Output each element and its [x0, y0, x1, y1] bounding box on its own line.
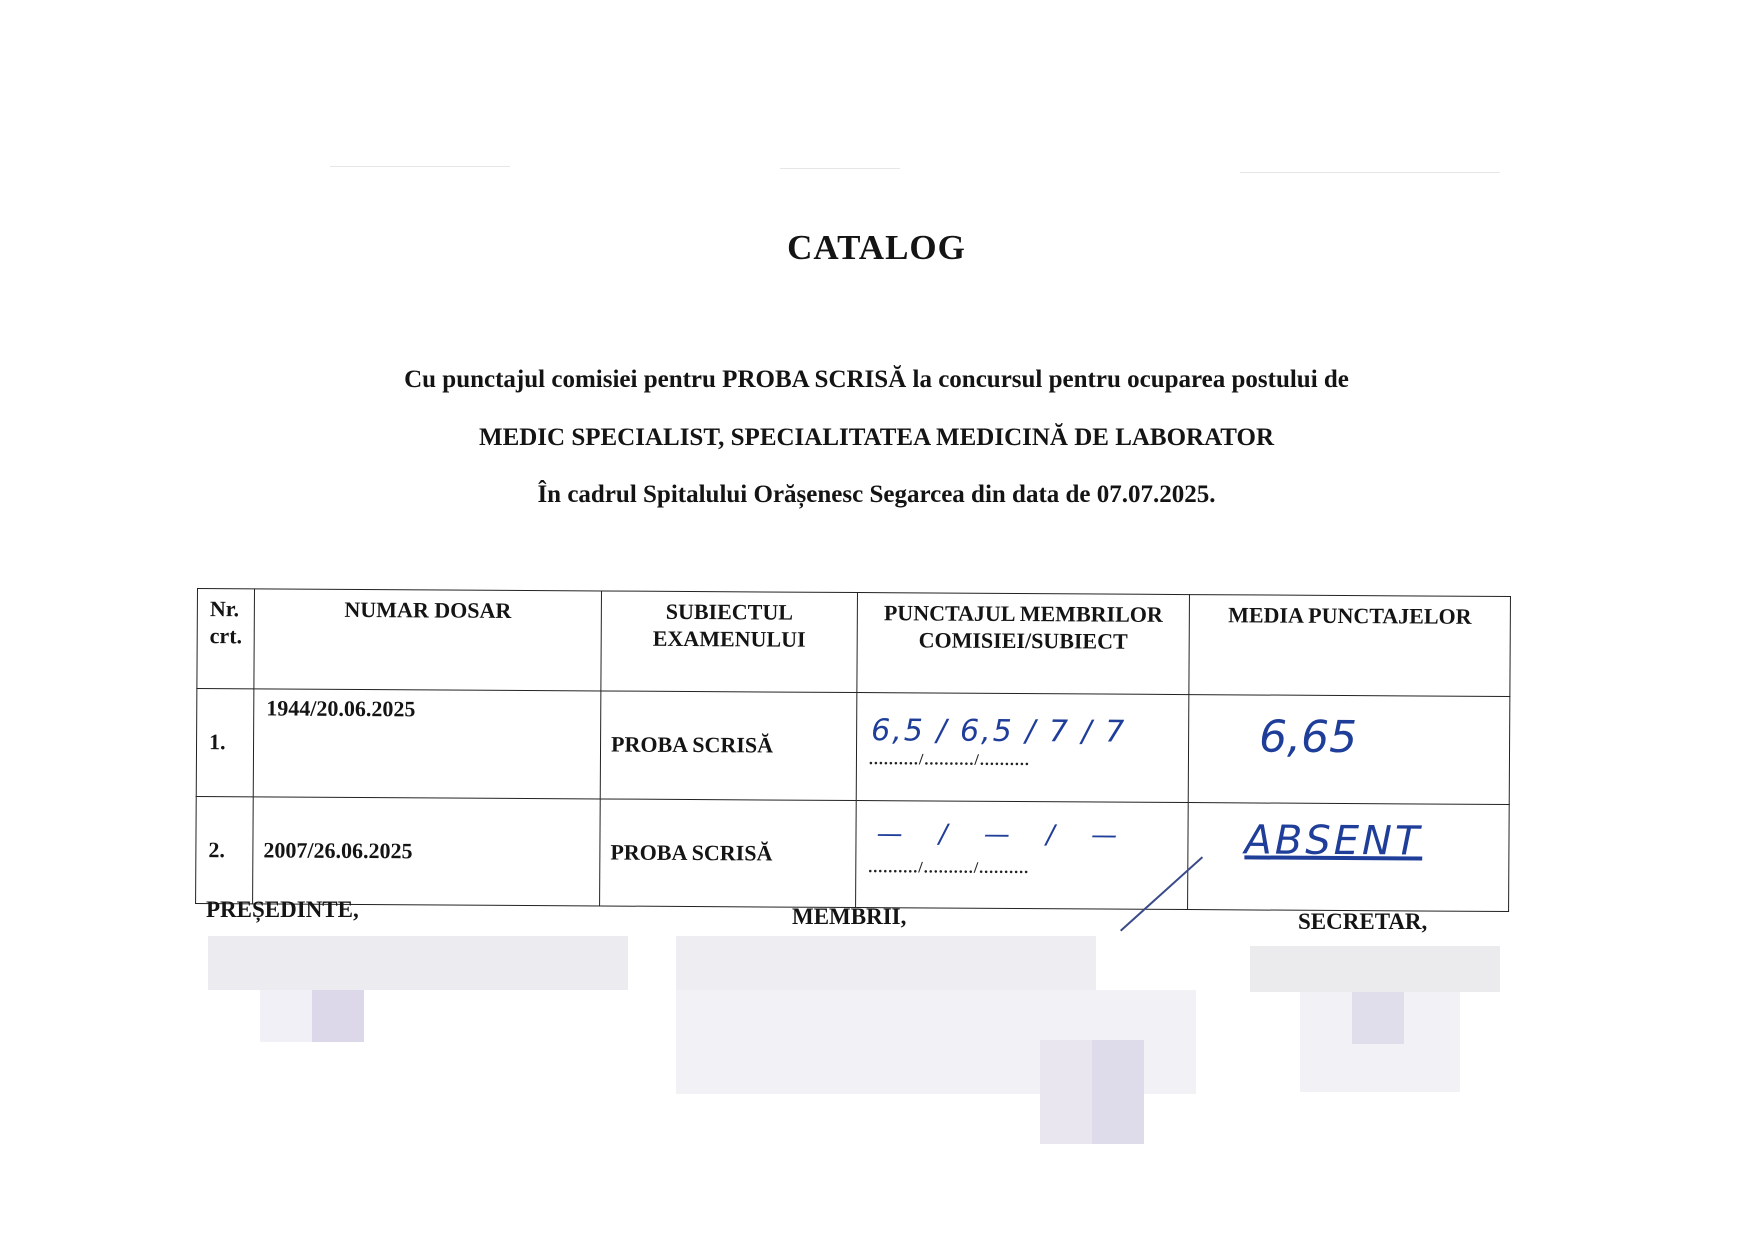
- signature-membrii-label: MEMBRII,: [792, 904, 907, 929]
- scan-artifact: [330, 166, 510, 167]
- header-subiectul-examenului: SUBIECTUL EXAMENULUI: [601, 591, 858, 693]
- handwritten-absent: ABSENT: [1244, 816, 1423, 864]
- row-subiect: PROBA SCRISĂ: [600, 691, 857, 800]
- header-media-punctajelor: MEDIA PUNCTAJELOR: [1189, 595, 1511, 697]
- table-row: [196, 796, 1510, 912]
- handwritten-average: 6,65: [1258, 711, 1358, 764]
- row-numar-dosar: 1944/20.06.2025: [253, 689, 601, 799]
- handwritten-dashes: — / — / —: [876, 818, 1132, 851]
- signature-secretar-label: SECRETAR,: [1298, 909, 1428, 934]
- row-subiect: PROBA SCRISĂ: [600, 798, 857, 907]
- row-media-cell: [1188, 802, 1510, 911]
- document-subtitle-line-2: MEDIC SPECIALIST, SPECIALITATEA MEDICINĂ DE LABORATOR: [478, 424, 1275, 451]
- row-punctaj-cell: [856, 693, 1189, 803]
- scan-artifact: [780, 168, 900, 169]
- header-nr-crt: Nr. crt.: [197, 589, 255, 689]
- row-punctaj-cell: [856, 800, 1189, 910]
- header-punctajul-membrilor: PUNCTAJUL MEMBRILOR COMISIEI/SUBIECT: [857, 593, 1190, 695]
- row-number: 2.: [196, 796, 254, 904]
- signature-presedinte-label: PREȘEDINTE,: [206, 897, 359, 922]
- row-numar-dosar: 2007/26.06.2025: [253, 796, 601, 906]
- header-numar-dosar: NUMAR DOSAR: [254, 589, 602, 691]
- results-table: [195, 588, 1510, 912]
- scan-artifact: [1240, 172, 1500, 173]
- dotted-lines: ........../........../..........: [868, 751, 1030, 770]
- table-row: [196, 689, 1510, 805]
- handwritten-scores: 6,5 / 6,5 / 7 / 7: [871, 713, 1127, 750]
- document-title: CATALOG: [787, 228, 966, 267]
- row-number: 1.: [196, 689, 254, 797]
- row-media-cell: [1188, 695, 1510, 804]
- dotted-lines: ........../........../..........: [868, 858, 1030, 877]
- document-subtitle-line-3: În cadrul Spitalului Orășenesc Segarcea din data de 07.07.2025.: [537, 481, 1216, 508]
- document-subtitle-line-1: Cu punctajul comisiei pentru PROBA SCRISĂ la concursul pentru ocuparea postului de: [404, 366, 1349, 393]
